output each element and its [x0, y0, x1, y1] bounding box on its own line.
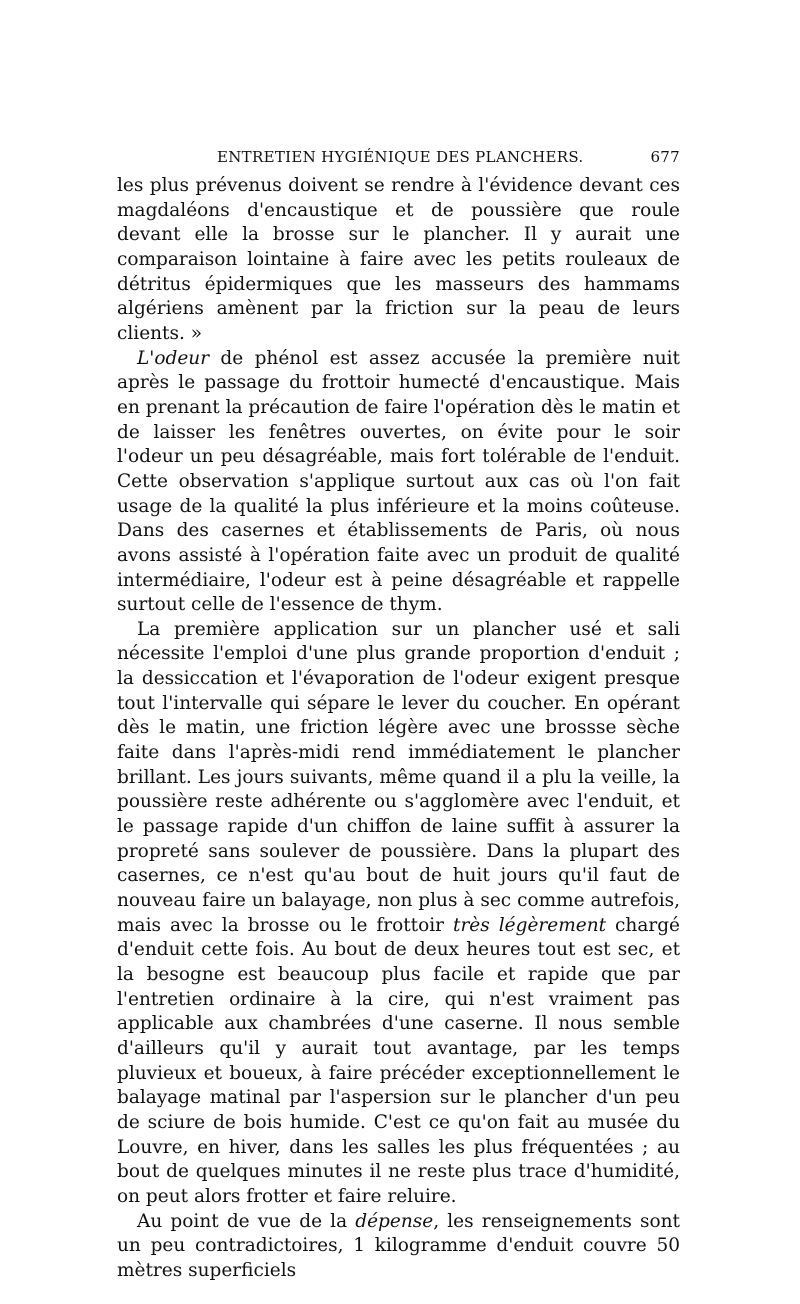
italic-term-tres-legerement: très légèrement — [453, 914, 607, 936]
italic-term-odeur: L'odeur — [137, 347, 210, 369]
paragraph-text: La première application sur un plancher usé et sali nécessite l'emploi d'une plus grande proportion d'enduit ; la dessiccation et l'évaporation de l'odeur exigent presque tout l'intervalle qui sépare le lever du coucher. En opérant dès le matin, une friction légère avec une brossse sèche faite dans l'après-midi rend immédiatement le plancher brillant. Les jours suivants, même quand il a plu la veille, la poussière reste adhérente ou s'agglomère avec l'enduit, et le passage rapide d'un chiffon de laine suffit à assurer la propreté sans soulever de poussière. Dans la plupart des casernes, ce n'est qu'au bout de huit jours qu'il faut de nouveau faire un balayage, non plus à sec comme autrefois, mais avec la brosse ou le frottoir — [117, 618, 680, 936]
paragraph-depense — [117, 1210, 680, 1284]
paragraph-text: chargé d'enduit cette fois. Au bout de deux heures tout est sec, et la besogne est beaucoup plus facile et rapide que par l'entretien ordinaire à la cire, qui n'est vraiment pas applicable aux chambrées d'une caserne. Il nous semble d'ailleurs qu'il y aurait tout avantage, par les temps pluvieux et boueux, à faire précéder exceptionnellement le balayage matinal par l'aspersion sur le plancher d'un peu de sciure de bois humide. C'est ce qu'on fait au musée du Louvre, en hiver, dans les salles les plus fréquentées ; au bout de quelques minutes il ne reste plus trace d'humidité, on peut alors frotter et faire reluire. — [117, 914, 680, 1207]
running-title: ENTRETIEN HYGIÉNIQUE DES PLANCHERS. — [217, 148, 584, 166]
paragraph-premiere-application — [117, 618, 680, 1210]
paragraph-odeur — [117, 347, 680, 618]
paragraph-text: Au point de vue de la — [137, 1210, 356, 1232]
paragraph-continuation: les plus prévenus doivent se rendre à l'évidence devant ces magdaléons d'encaustique et de poussière que roule devant elle la brosse sur le plancher. Il y aurait une comparaison lointaine à faire avec les petits rouleaux de détritus épidermiques que les masseurs des hammams algériens amènent par la friction sur la peau de leurs clients. » — [117, 175, 680, 344]
page-number: 677 — [650, 148, 680, 166]
body-text — [117, 174, 680, 1284]
paragraph-text: de phénol est assez accusée la première nuit après le passage du frottoir humecté d'encaustique. Mais en prenant la précaution de faire l'opération dès le matin et de laisser les fenêtres ouvertes, on évite pour le soir l'odeur un peu désagréable, mais fort tolérable de l'enduit. Cette observation s'applique surtout aux cas où l'on fait usage de la qualité la plus inférieure et la moins coûteuse. Dans des casernes et établissements de Paris, où nous avons assisté à l'opération faite avec un produit de qualité intermédiaire, l'odeur est à peine désagréable et rappelle surtout celle de l'essence de thym. — [117, 347, 680, 616]
paragraph-text: , les renseignements sont un peu contradictoires, 1 kilogramme d'enduit couvre 50 mètres superficiels — [117, 1210, 680, 1281]
running-header — [117, 148, 680, 170]
italic-term-depense: dépense — [355, 1210, 434, 1232]
